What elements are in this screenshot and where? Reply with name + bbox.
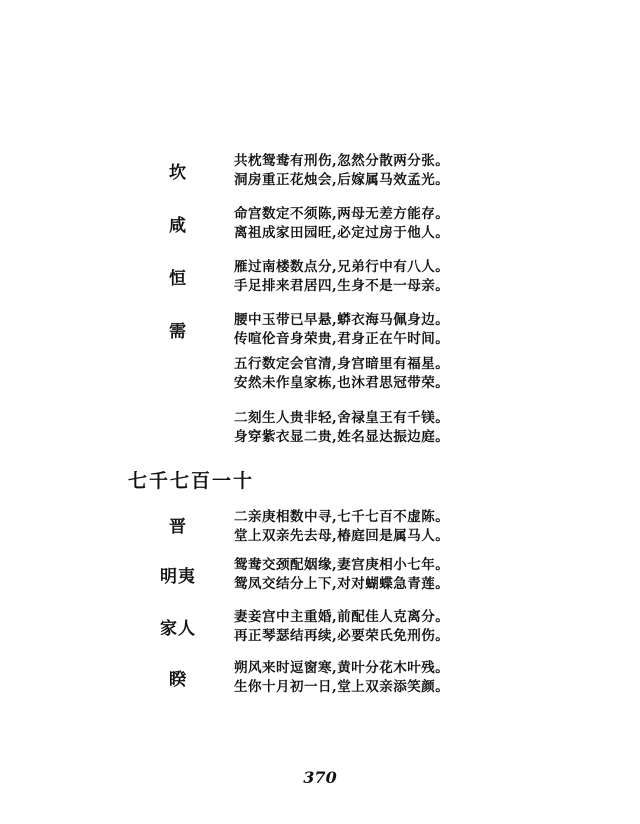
verse-line: 腰中玉带已早悬,蟒衣海马佩身边。 bbox=[234, 312, 450, 328]
verse-line: 再正琴瑟结再续,必要荣氏免刑伤。 bbox=[234, 628, 450, 644]
verse-line: 五行数定会官清,身宫暗里有福星。 bbox=[234, 356, 450, 372]
verse-line: 身穿紫衣显二贵,姓名显达振边庭。 bbox=[234, 429, 450, 445]
hexagram-name: 需 bbox=[169, 322, 187, 342]
verse-line: 命宫数定不须陈,两母无差方能存。 bbox=[234, 206, 450, 222]
hexagram-name: 睽 bbox=[169, 670, 187, 690]
verse-line: 生你十月初一日,堂上双亲添笑颜。 bbox=[234, 679, 450, 695]
verse-line: 共枕鸳鸯有刑伤,忽然分散两分张。 bbox=[234, 153, 450, 169]
verse-line: 离祖成家田园旺,必定过房于他人。 bbox=[234, 225, 450, 241]
hexagram-name: 恒 bbox=[169, 269, 187, 289]
verse-line: 堂上双亲先去母,椿庭回是属马人。 bbox=[234, 528, 450, 544]
verse bbox=[234, 355, 634, 393]
verse-line: 鸳鸯交颈配姻缘,妻宫庚相小七年。 bbox=[234, 557, 450, 573]
verse bbox=[234, 508, 634, 546]
verse bbox=[234, 409, 634, 447]
hexagram-name: 家人 bbox=[160, 619, 196, 639]
verse-line: 二刻生人贵非轻,舍禄皇王有千镁。 bbox=[234, 410, 450, 426]
verse-line: 雁过南楼数点分,兄弟行中有八人。 bbox=[234, 259, 450, 275]
verse-line: 妻妾宫中主重婚,前配佳人克离分。 bbox=[234, 609, 450, 625]
verse-line: 安然未作皇家栋,也沐君思冠带荣。 bbox=[234, 375, 450, 391]
verse bbox=[234, 258, 634, 296]
page-number: 370 bbox=[303, 768, 337, 787]
verse bbox=[234, 311, 634, 349]
verse bbox=[234, 205, 634, 243]
verse bbox=[234, 659, 634, 697]
hexagram-name: 咸 bbox=[169, 216, 187, 236]
verse-line: 鸳凤交结分上下,对对蝴蝶急青莲。 bbox=[234, 576, 450, 592]
verse-line: 二亲庚相数中寻,七千七百不虚陈。 bbox=[234, 509, 450, 525]
verse-line: 手足排来君居四,生身不是一母亲。 bbox=[234, 278, 450, 294]
verse-line: 传喧伦音身荣贵,君身正在午时间。 bbox=[234, 331, 450, 347]
hexagram-name: 坎 bbox=[169, 163, 187, 183]
verse bbox=[234, 556, 634, 594]
verse-line: 朔风来时逗窗寒,黄叶分花木叶残。 bbox=[234, 660, 450, 676]
verse bbox=[234, 152, 634, 190]
hexagram-name: 晋 bbox=[169, 517, 187, 537]
verse bbox=[234, 608, 634, 646]
hexagram-name: 明夷 bbox=[160, 567, 196, 587]
section-heading: 七千七百一十 bbox=[128, 470, 255, 492]
verse-line: 洞房重正花烛会,后嫁属马效孟光。 bbox=[234, 172, 450, 188]
